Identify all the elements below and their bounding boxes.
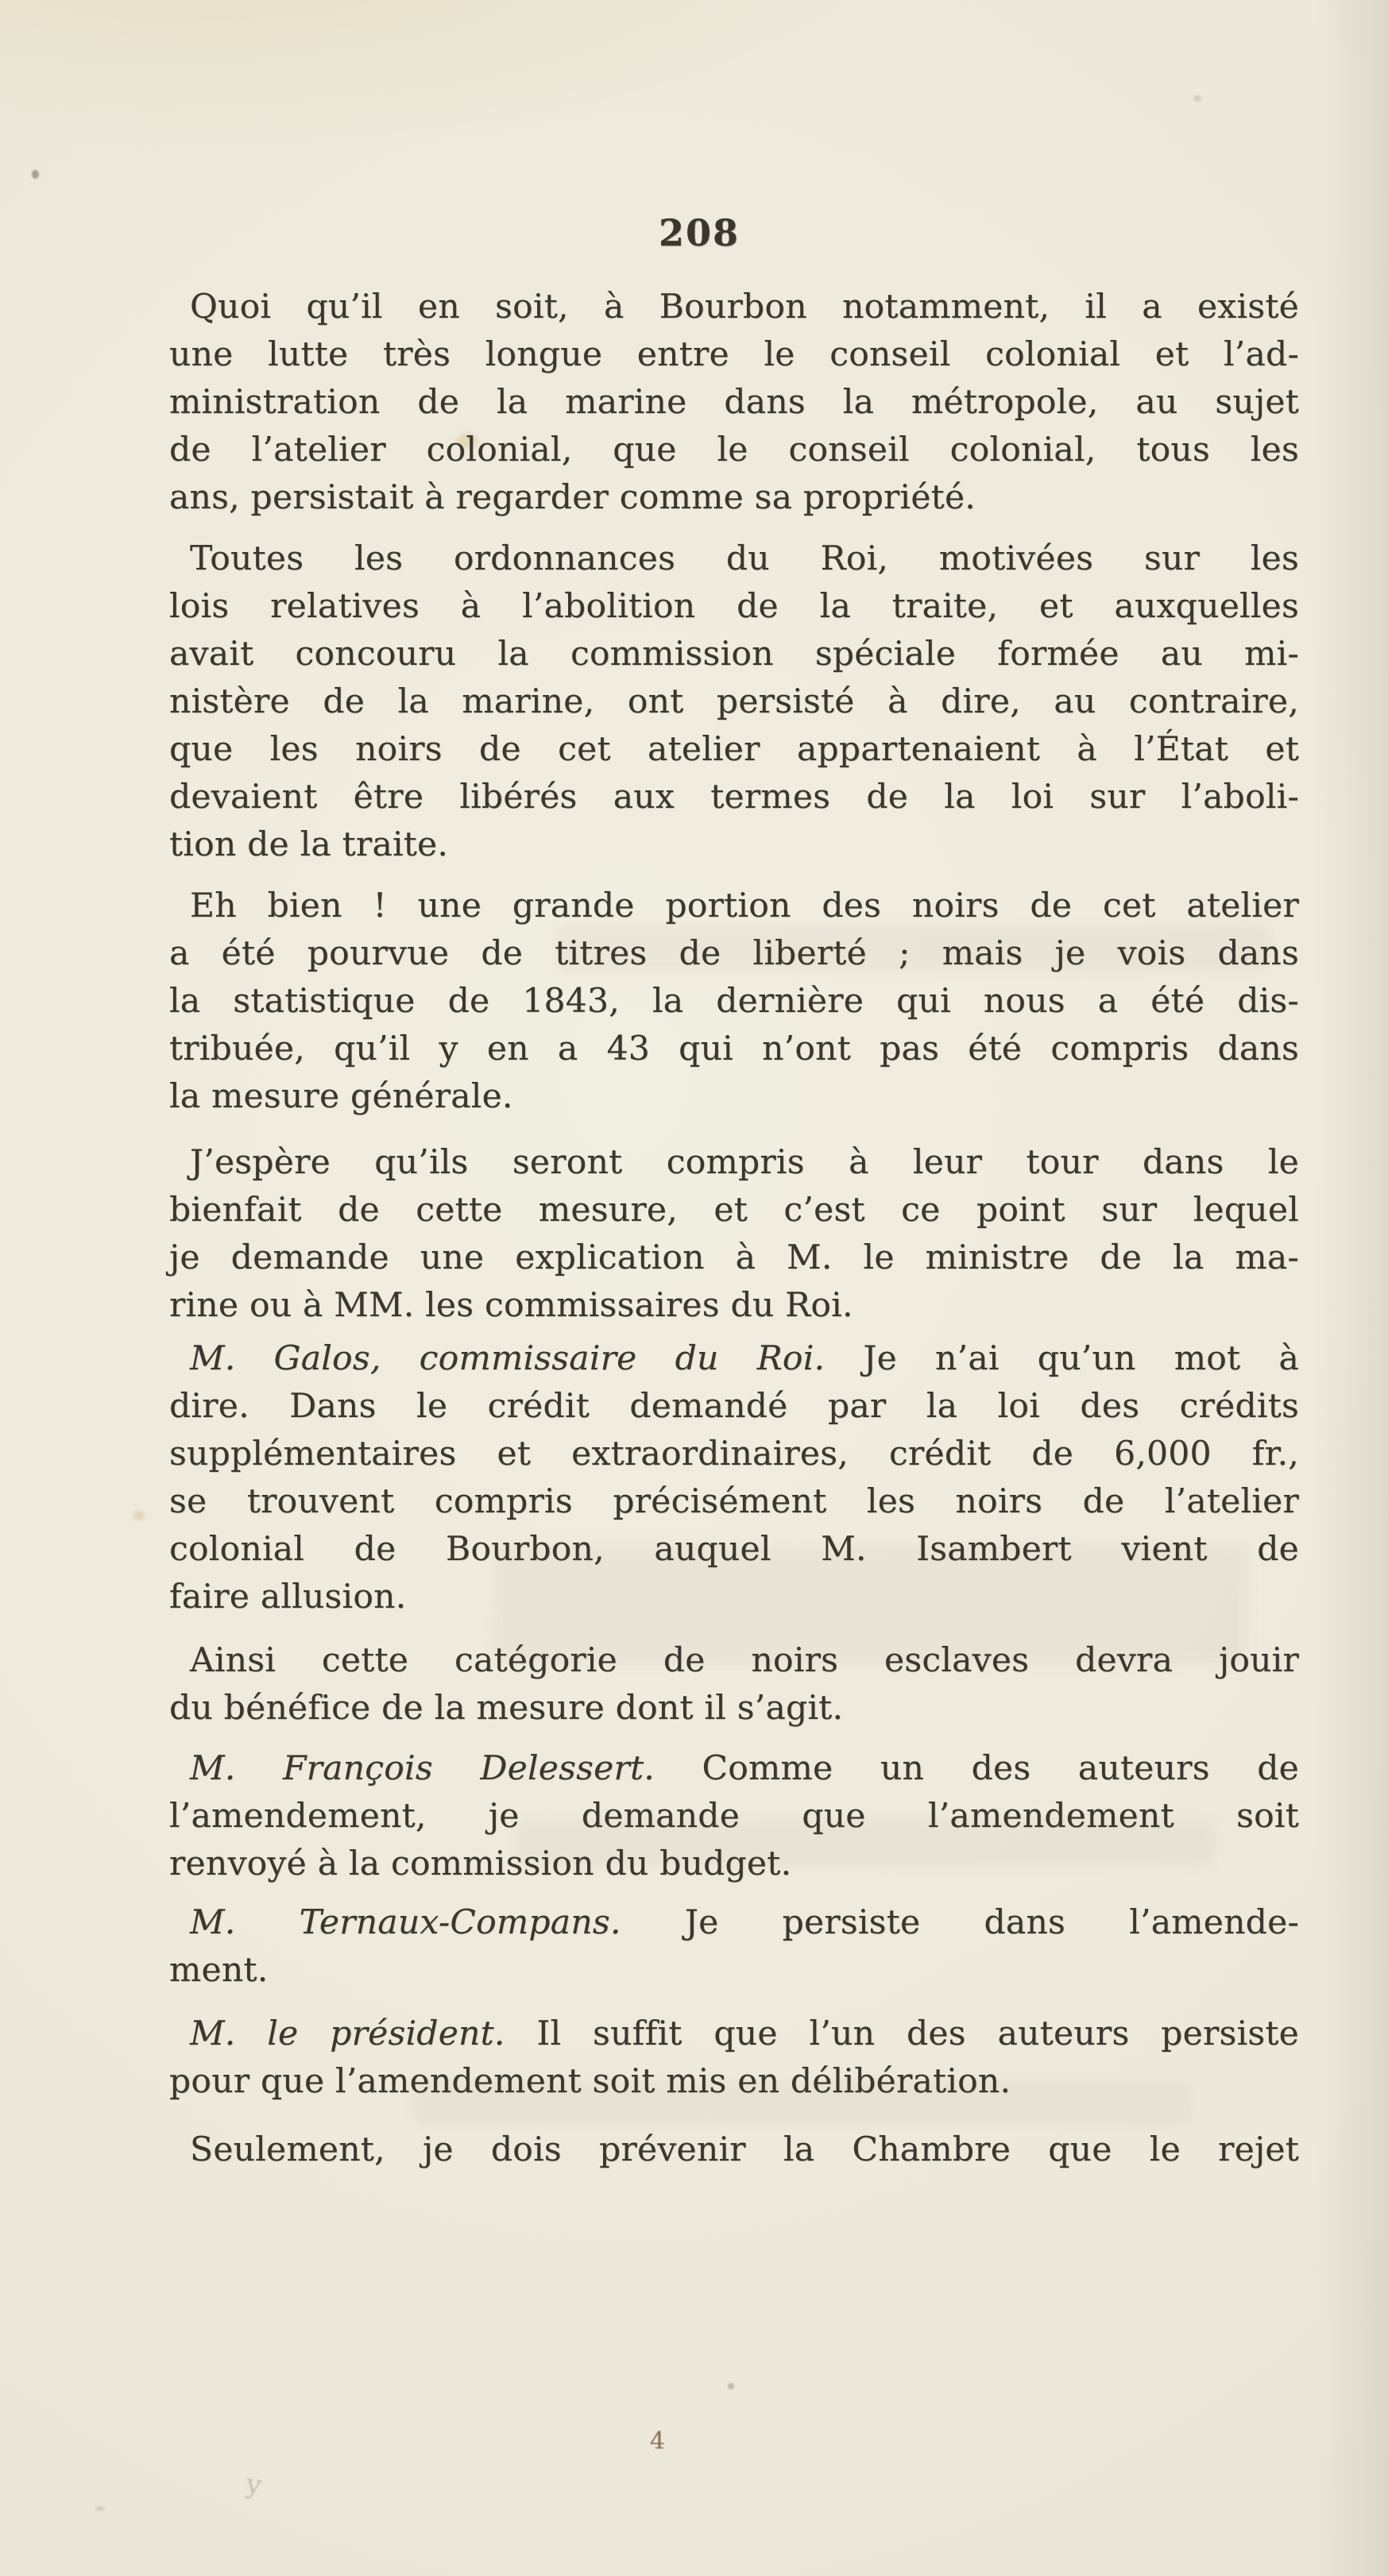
text-line: la mesure générale. [169, 1077, 513, 1116]
page-edge-shadow [1316, 0, 1388, 2576]
signature-mark: 4 [650, 2427, 666, 2455]
speaker-name: M. François Delessert. [190, 1749, 655, 1788]
paragraph [169, 284, 1299, 522]
text-line: l’amendement, je demande que l’amendement soit [169, 1797, 1299, 1836]
text-line: Quoi qu’il en soit, à Bourbon notamment, il a existé [190, 288, 1299, 326]
paragraph [169, 2126, 1299, 2174]
text-line: du bénéfice de la mesure dont il s’agit. [169, 1689, 844, 1728]
paper-speck [95, 2506, 105, 2511]
paragraph [169, 882, 1299, 1121]
paragraph [169, 2010, 1299, 2106]
text-line [169, 1745, 1299, 1793]
text-line: ans, persistait à regarder comme sa propriété. [169, 478, 976, 517]
text-line: a été pourvue de titres de liberté ; mais je vois dans [169, 934, 1299, 973]
text-line [169, 1335, 1299, 1383]
text-line: renvoyé à la commission du budget. [169, 1844, 792, 1883]
text-line: je demande une explication à M. le ministre de la ma- [169, 1238, 1299, 1277]
speech-text: Je persiste dans l’amende- [621, 1903, 1300, 1942]
paragraph [169, 1335, 1299, 1621]
text-line: rine ou à MM. les commissaires du Roi. [169, 1286, 853, 1325]
speech-text: Comme un des auteurs de [655, 1749, 1299, 1788]
text-line: avait concouru la commission spéciale formée au mi- [169, 635, 1299, 674]
text-line: lois relatives à l’abolition de la traite, et auxquelles [169, 587, 1299, 626]
speech-text: Je n’ai qu’un mot à [825, 1339, 1299, 1378]
text-line: Ainsi cette catégorie de noirs esclaves devra jouir [190, 1641, 1299, 1680]
text-line [169, 1899, 1299, 1947]
text-line: Toutes les ordonnances du Roi, motivées sur les [190, 539, 1299, 578]
text-line: se trouvent compris précisément les noirs de l’atelier [169, 1482, 1299, 1521]
paper-speck [728, 2383, 734, 2389]
text-line: de l’atelier colonial, que le conseil colonial, tous les [169, 431, 1299, 469]
paper-speck [32, 170, 39, 179]
text-line: colonial de Bourbon, auquel M. Isambert vient de [169, 1530, 1299, 1569]
text-line: ment. [169, 1951, 269, 1990]
speaker-name: M. Ternaux-Compans. [190, 1903, 621, 1942]
page-number: 208 [658, 211, 740, 254]
text-line: supplémentaires et extraordinaires, crédit de 6,000 fr., [169, 1435, 1299, 1473]
text-line: tribuée, qu’il y en a 43 qui n’ont pas été compris dans [169, 1029, 1299, 1068]
text-line: ministration de la marine dans la métropole, au sujet [169, 383, 1299, 422]
paragraph [169, 1637, 1299, 1732]
text-line: bienfait de cette mesure, et c’est ce point sur lequel [169, 1191, 1299, 1230]
text-line: que les noirs de cet atelier appartenaient à l’État et [169, 730, 1299, 769]
text-line [169, 2010, 1299, 2058]
text-line: Seulement, je dois prévenir la Chambre que le rejet [190, 2130, 1299, 2169]
text-line: la statistique de 1843, la dernière qui nous a été dis- [169, 982, 1299, 1021]
speaker-name: M. le président. [190, 2014, 505, 2053]
text-line: Eh bien ! une grande portion des noirs de cet atelier [190, 886, 1299, 925]
speaker-name: M. Galos, commissaire du Roi. [190, 1339, 825, 1378]
text-line: une lutte très longue entre le conseil colonial et l’ad- [169, 335, 1299, 374]
paper-stain [133, 1511, 145, 1520]
speech-text: Il suffit que l’un des auteurs persiste [505, 2014, 1299, 2053]
paragraph [169, 1745, 1299, 1888]
paragraph [169, 1899, 1299, 1995]
text-line: pour que l’amendement soit mis en délibération. [169, 2062, 1011, 2101]
text-line: dire. Dans le crédit demandé par la loi des crédits [169, 1387, 1299, 1426]
text-line: J’espère qu’ils seront compris à leur tour dans le [190, 1143, 1299, 1182]
text-line: nistère de la marine, ont persisté à dire, au contraire, [169, 682, 1299, 721]
paragraph [169, 1139, 1299, 1330]
paragraph [169, 535, 1299, 869]
stray-pen-mark: y [244, 2467, 264, 2502]
text-block [169, 0, 1299, 2174]
text-line: tion de la traite. [169, 825, 449, 864]
text-line: devaient être libérés aux termes de la loi sur l’aboli- [169, 778, 1299, 817]
text-line: faire allusion. [169, 1578, 407, 1616]
